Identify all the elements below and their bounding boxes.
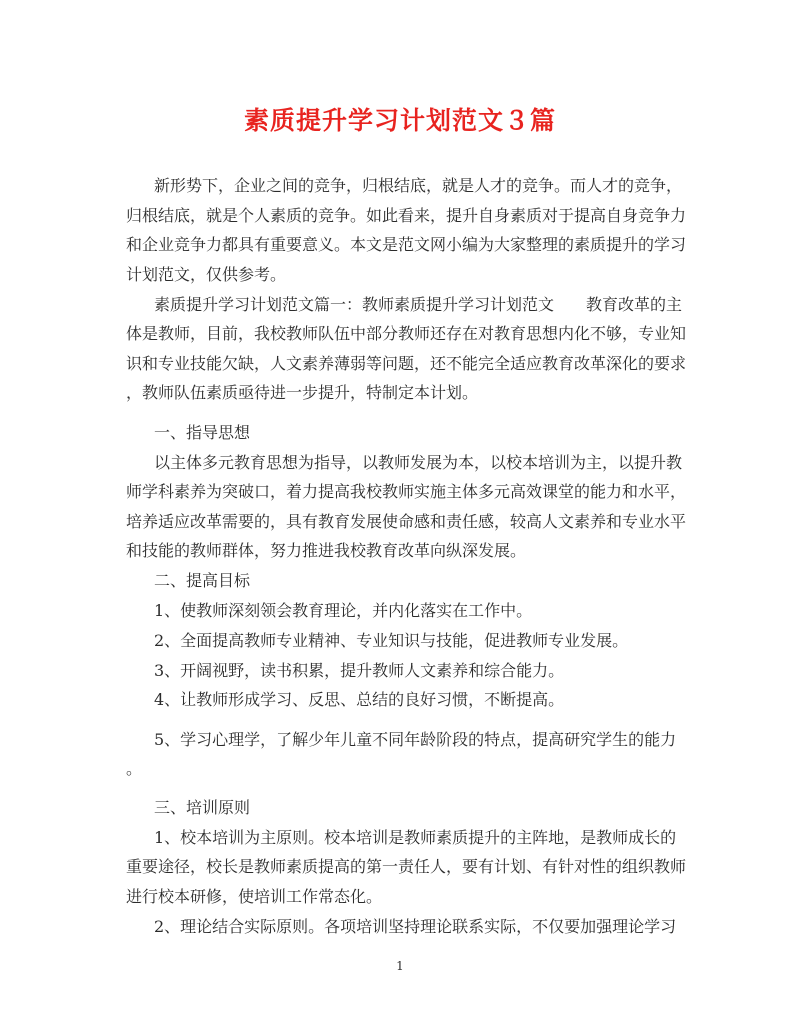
document-title: 素质提升学习计划范文３篇 — [243, 106, 556, 135]
body-line: 和技能的教师群体，努力推进我校教育改革向纵深发展。 — [126, 541, 527, 560]
body-line: 识和专业技能欠缺，人文素养薄弱等问题，还不能完全适应教育改革深化的要求 — [126, 354, 687, 373]
body-line: 归根结底，就是个人素质的竞争。如此看来，提升自身素质对于提高自身竞争力 — [126, 206, 687, 225]
list-item: 5、学习心理学，了解少年儿童不同年龄阶段的特点，提高研究学生的能力 — [154, 730, 677, 749]
section-heading: 一、指导思想 — [154, 423, 251, 442]
section-heading: 三、培训原则 — [154, 798, 251, 817]
body-line: 以主体多元教育思想为指导，以教师发展为本，以校本培训为主，以提升教 — [154, 453, 683, 472]
body-line: ，教师队伍素质亟待进一步提升，特制定本计划。 — [126, 383, 479, 402]
list-item: 2、理论结合实际原则。各项培训坚持理论联系实际，不仅要加强理论学习 — [154, 917, 677, 936]
list-item: 1、校本培训为主原则。校本培训是教师素质提升的主阵地，是教师成长的 — [154, 828, 677, 847]
list-item: 1、使教师深刻领会教育理论，并内化落实在工作中。 — [154, 601, 533, 620]
body-line: 体是教师，目前，我校教师队伍中部分教师还存在对教育思想内化不够，专业知 — [126, 324, 687, 343]
body-line: 师学科素养为突破口，着力提高我校教师实施主体多元高效课堂的能力和水平， — [126, 482, 687, 501]
section-heading: 二、提高目标 — [154, 571, 251, 590]
body-line: 。 — [126, 759, 143, 778]
list-item: 3、开阔视野，读书积累，提升教师人文素养和综合能力。 — [154, 661, 565, 680]
body-line: 进行校本研修，使培训工作常态化。 — [126, 887, 383, 906]
page-number: 1 — [396, 959, 404, 973]
body-line: 重要途径，校长是教师素质提高的第一责任人，要有计划、有针对性的组织教师 — [126, 857, 687, 876]
body-line: 和企业竞争力都具有重要意义。本文是范文网小编为大家整理的素质提升的学习 — [126, 235, 687, 254]
body-line: 计划范文，仅供参考。 — [126, 265, 287, 284]
list-item: 2、全面提高教师专业精神、专业知识与技能，促进教师专业发展。 — [154, 631, 629, 650]
body-line: 素质提升学习计划范文篇一：教师素质提升学习计划范文 教育改革的主 — [154, 295, 683, 314]
body-line: 培养适应改革需要的，具有教育发展使命感和责任感，较高人文素养和专业水平 — [126, 512, 687, 531]
list-item: 4、让教师形成学习、反思、总结的良好习惯，不断提高。 — [154, 690, 565, 709]
body-line: 新形势下，企业之间的竞争，归根结底，就是人才的竞争。而人才的竞争， — [154, 176, 683, 195]
